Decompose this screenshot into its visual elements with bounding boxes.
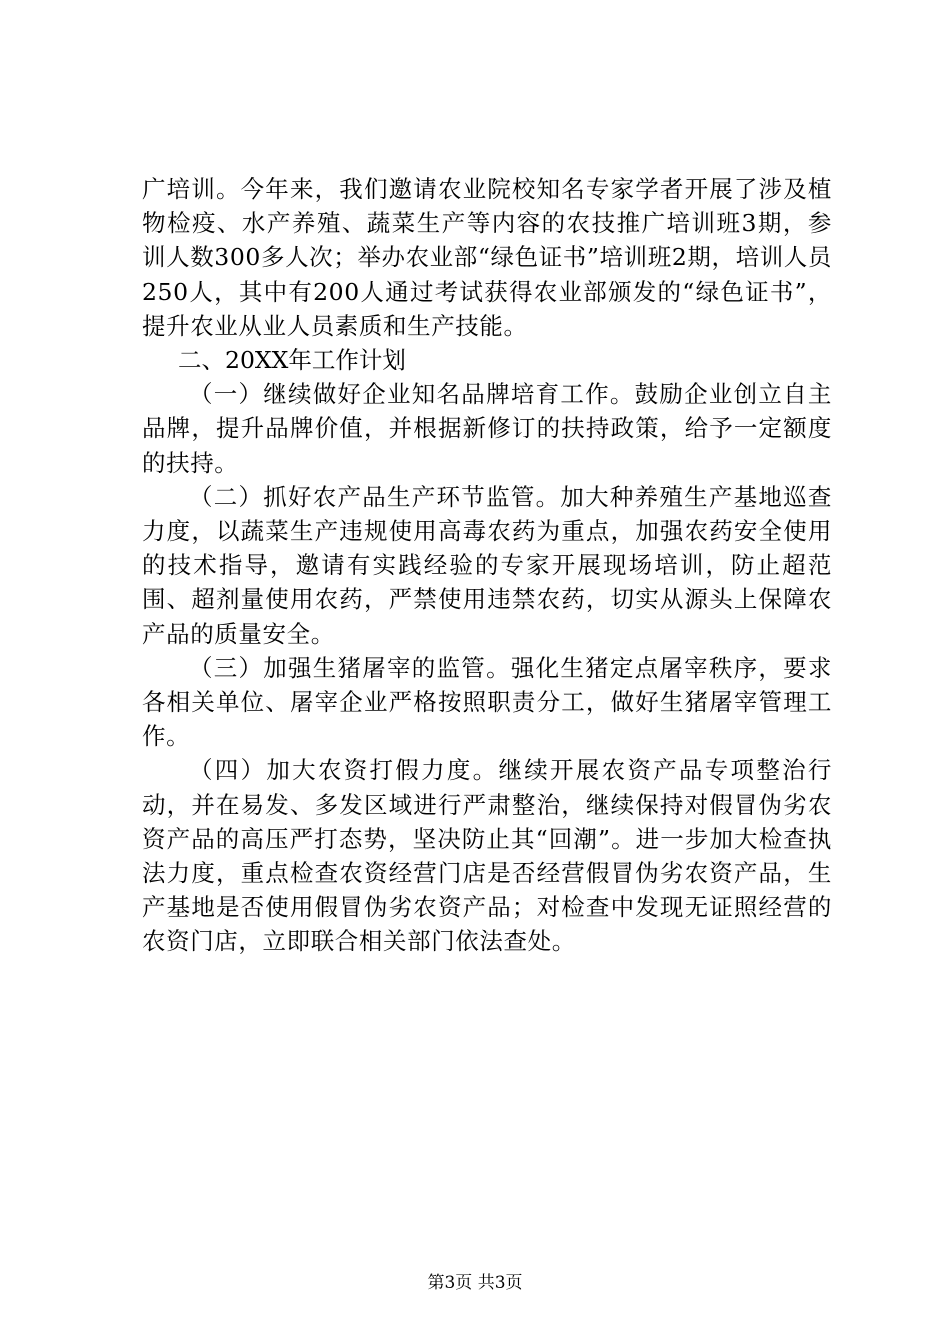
plan-item-3: （三）加强生猪屠宰的监管。强化生猪定点屠宰秩序，要求各相关单位、屠宰企业严格按照职责分工，做好生猪屠宰管理工作。 bbox=[142, 653, 832, 751]
plan-item-1: （一）继续做好企业知名品牌培育工作。鼓励企业创立自主品牌，提升品牌价值，并根据新修订的扶持政策，给予一定额度的扶持。 bbox=[142, 380, 832, 477]
paragraph-training-summary: 广培训。今年来，我们邀请农业院校知名专家学者开展了涉及植物检疫、水产养殖、蔬菜生产等内容的农技推广培训班3期，参训人数300多人次；举办农业部“绿色证书”培训班2期，培训人员250人，其中有200人通过考试获得农业部颁发的“绿色证书”，提升农业从业人员素质和生产技能。 bbox=[142, 175, 832, 340]
plan-item-4: （四）加大农资打假力度。继续开展农资产品专项整治行动，并在易发、多发区域进行严肃整治，继续保持对假冒伪劣农资产品的高压严打态势，坚决防止其“回潮”。进一步加大检查执法力度，重点检查农资经营门店是否经营假冒伪劣农资产品，生产基地是否使用假冒伪劣农资产品；对检查中发现无证照经营的农资门店，立即联合相关部门依法查处。 bbox=[142, 756, 832, 956]
section-heading-work-plan: 二、20XX年工作计划 bbox=[178, 346, 406, 375]
page-footer: 第3页 共3页 bbox=[427, 1273, 523, 1293]
plan-item-2: （二）抓好农产品生产环节监管。加大种养殖生产基地巡查力度，以蔬菜生产违规使用高毒农药为重点，加强农药安全使用的技术指导，邀请有实践经验的专家开展现场培训，防止超范围、超剂量使用农药，严禁使用违禁农药，切实从源头上保障农产品的质量安全。 bbox=[142, 482, 832, 648]
document-body bbox=[142, 172, 832, 959]
